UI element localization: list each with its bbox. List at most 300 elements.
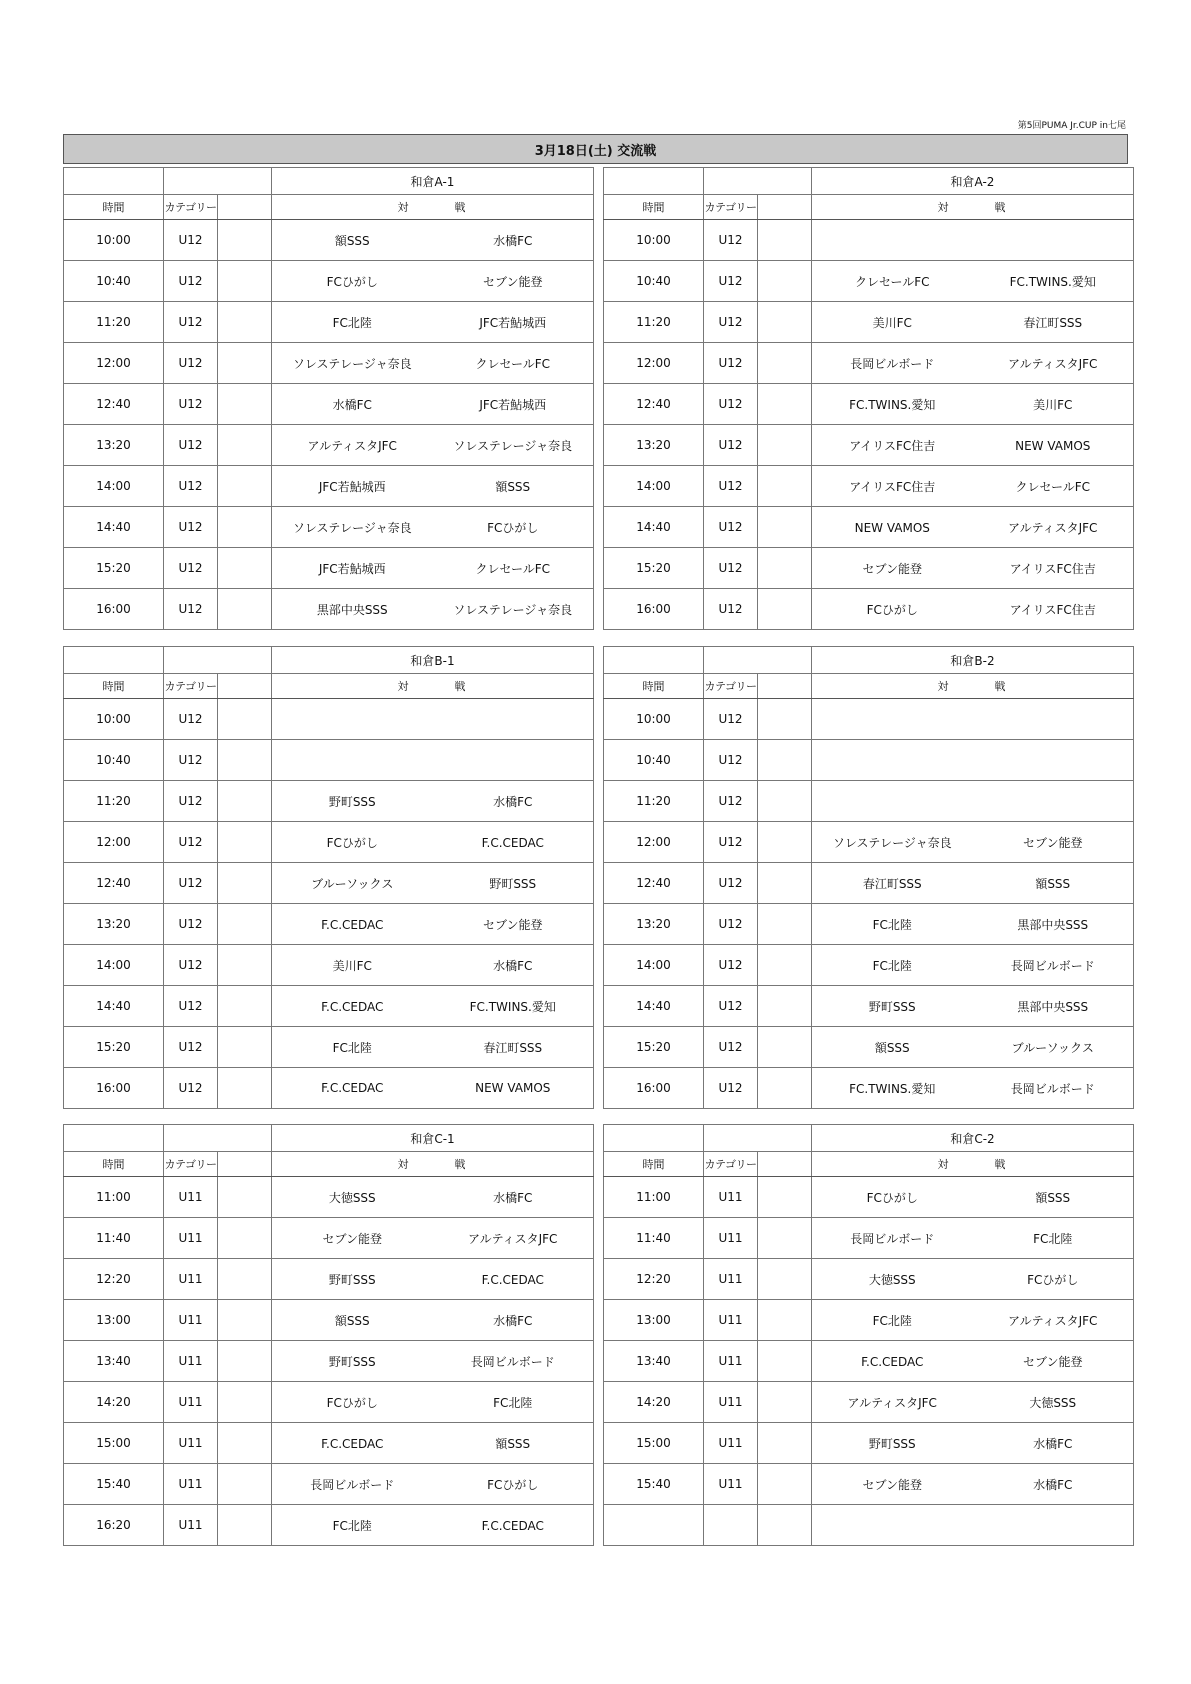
empty-cell: [218, 740, 272, 781]
team-b: アルティスタJFC: [1008, 520, 1098, 535]
table-row: [604, 425, 1134, 466]
match-time: 12:00: [604, 822, 704, 863]
match-category: U12: [704, 507, 758, 548]
team-a: F.C.CEDAC: [321, 1081, 384, 1095]
match-teams: [272, 589, 594, 630]
table-row: [64, 220, 594, 261]
match-category: U12: [704, 425, 758, 466]
table-row: [604, 863, 1134, 904]
team-b: FC.TWINS.愛知: [1009, 274, 1096, 289]
team-a: 長岡ビルボード: [310, 1477, 395, 1492]
table-row: [64, 1423, 594, 1464]
match-time: 14:40: [64, 507, 164, 548]
match-time: 13:20: [64, 904, 164, 945]
table-row: [64, 302, 594, 343]
team-a: FC北陸: [872, 917, 912, 932]
match-teams: [812, 699, 1134, 740]
page-title: 3月18日(土) 交流戦: [63, 134, 1128, 164]
team-a: FC北陸: [332, 1040, 372, 1055]
empty-cell: [218, 343, 272, 384]
match-category: U12: [164, 425, 218, 466]
empty-cell: [218, 220, 272, 261]
team-b: 大徳SSS: [1029, 1395, 1077, 1410]
team-a: 長岡ビルボード: [850, 1231, 935, 1246]
match-teams: [272, 1259, 594, 1300]
match-category: U12: [704, 261, 758, 302]
match-time: 13:00: [64, 1300, 164, 1341]
match-header-b: 戦: [994, 680, 1008, 693]
match-teams: [812, 261, 1134, 302]
empty-cell: [758, 699, 812, 740]
match-header: [812, 1152, 1134, 1177]
match-header-a: 対: [397, 1158, 411, 1171]
match-category: U12: [704, 740, 758, 781]
empty-cell: [758, 863, 812, 904]
team-b: FCひがし: [487, 1477, 539, 1492]
match-teams: [812, 507, 1134, 548]
match-header-a: 対: [937, 680, 951, 693]
empty-cell: [758, 220, 812, 261]
table-row: [604, 1382, 1134, 1423]
match-time: 15:00: [604, 1423, 704, 1464]
match-category: U12: [704, 466, 758, 507]
match-category: U12: [164, 384, 218, 425]
match-time: 15:20: [604, 548, 704, 589]
team-b: NEW VAMOS: [475, 1081, 551, 1095]
empty-cell: [164, 1125, 272, 1152]
match-header: [272, 1152, 594, 1177]
match-header: [272, 674, 594, 699]
team-a: セブン能登: [322, 1231, 383, 1246]
empty-cell: [218, 1341, 272, 1382]
team-a: 野町SSS: [328, 1354, 376, 1369]
match-teams: [272, 507, 594, 548]
match-category: U11: [164, 1300, 218, 1341]
empty-cell: [758, 1423, 812, 1464]
table-row: [64, 343, 594, 384]
team-b: F.C.CEDAC: [481, 835, 544, 850]
category-header: カテゴリー: [704, 1152, 758, 1177]
match-time: 16:00: [604, 1068, 704, 1109]
match-category: U12: [704, 863, 758, 904]
match-teams: [272, 904, 594, 945]
match-header-a: 対: [937, 201, 951, 214]
empty-cell: [758, 1382, 812, 1423]
match-time: 13:20: [604, 425, 704, 466]
match-teams: [812, 822, 1134, 863]
empty-cell: [218, 986, 272, 1027]
match-category: U12: [164, 986, 218, 1027]
match-category: U12: [164, 507, 218, 548]
match-category: U12: [704, 1027, 758, 1068]
match-teams: [272, 740, 594, 781]
empty-cell: [164, 168, 272, 195]
match-teams: [812, 945, 1134, 986]
time-header: 時間: [64, 1152, 164, 1177]
empty-cell: [218, 1423, 272, 1464]
team-b: クレセールFC: [475, 561, 551, 576]
team-a: ブルーソックス: [311, 876, 394, 891]
match-teams: [812, 1177, 1134, 1218]
schedule-table: [603, 1124, 1134, 1546]
match-category: U11: [164, 1218, 218, 1259]
team-a: 野町SSS: [868, 999, 916, 1014]
match-header-b: 戦: [994, 201, 1008, 214]
match-teams: [812, 1341, 1134, 1382]
team-a: 黒部中央SSS: [316, 602, 388, 617]
match-category: U12: [164, 302, 218, 343]
table-row: [604, 1505, 1134, 1546]
team-b: F.C.CEDAC: [481, 1272, 544, 1287]
match-teams: [812, 1218, 1134, 1259]
team-b: 水橋FC: [493, 233, 533, 248]
empty-cell: [758, 674, 812, 699]
match-category: [704, 1505, 758, 1546]
empty-cell: [758, 466, 812, 507]
match-time: 12:40: [604, 863, 704, 904]
match-category: U11: [704, 1464, 758, 1505]
category-header: カテゴリー: [704, 674, 758, 699]
table-row: [64, 1259, 594, 1300]
empty-cell: [64, 1125, 164, 1152]
team-a: 大徳SSS: [328, 1190, 376, 1205]
match-category: U12: [164, 220, 218, 261]
team-b: JFC若鮎城西: [479, 397, 547, 412]
match-teams: [272, 1218, 594, 1259]
empty-cell: [164, 647, 272, 674]
match-header-b: 戦: [454, 1158, 468, 1171]
team-b: 額SSS: [495, 479, 531, 494]
team-b: FC北陸: [1033, 1231, 1073, 1246]
team-b: セブン能登: [482, 274, 543, 289]
team-a: 美川FC: [872, 315, 912, 330]
team-b: 水橋FC: [1033, 1477, 1073, 1492]
team-b: クレセールFC: [475, 356, 551, 371]
match-teams: [812, 1382, 1134, 1423]
match-time: 11:20: [604, 302, 704, 343]
empty-cell: [218, 781, 272, 822]
empty-cell: [218, 1382, 272, 1423]
team-b: アイリスFC住吉: [1009, 561, 1096, 576]
match-time: 10:00: [604, 699, 704, 740]
team-b: 美川FC: [1033, 397, 1073, 412]
table-row: [604, 466, 1134, 507]
category-header: カテゴリー: [704, 195, 758, 220]
match-category: U12: [164, 740, 218, 781]
match-category: U11: [164, 1464, 218, 1505]
team-b: 水橋FC: [493, 794, 533, 809]
match-category: U11: [704, 1341, 758, 1382]
team-a: JFC若鮎城西: [318, 479, 386, 494]
match-teams: [812, 220, 1134, 261]
empty-cell: [218, 1259, 272, 1300]
match-time: 12:00: [64, 822, 164, 863]
empty-cell: [218, 699, 272, 740]
schedule-table: [603, 167, 1134, 630]
empty-cell: [758, 1259, 812, 1300]
match-time: 12:20: [604, 1259, 704, 1300]
empty-cell: [64, 647, 164, 674]
table-row: [604, 1177, 1134, 1218]
table-row: [64, 904, 594, 945]
match-teams: [272, 1027, 594, 1068]
team-a: FC北陸: [332, 1518, 372, 1533]
match-category: U11: [704, 1382, 758, 1423]
match-header-a: 対: [397, 201, 411, 214]
time-header: 時間: [604, 674, 704, 699]
match-time: 15:20: [604, 1027, 704, 1068]
team-b: 長岡ビルボード: [470, 1354, 555, 1369]
table-row: [604, 302, 1134, 343]
table-row: [64, 548, 594, 589]
match-time: 11:40: [604, 1218, 704, 1259]
empty-cell: [218, 863, 272, 904]
match-teams: [272, 822, 594, 863]
team-b: 黒部中央SSS: [1017, 917, 1089, 932]
team-a: FC北陸: [872, 958, 912, 973]
empty-cell: [758, 904, 812, 945]
team-b: ソレステレージャ奈良: [453, 602, 573, 617]
match-time: 14:00: [604, 466, 704, 507]
empty-cell: [758, 548, 812, 589]
venue-name: 和倉A-2: [812, 168, 1134, 195]
match-teams: [812, 548, 1134, 589]
match-teams: [272, 1423, 594, 1464]
empty-cell: [704, 1125, 812, 1152]
table-row: [604, 699, 1134, 740]
match-time: 11:20: [604, 781, 704, 822]
match-teams: [812, 589, 1134, 630]
match-category: U12: [164, 343, 218, 384]
match-teams: [812, 1505, 1134, 1546]
match-category: U11: [164, 1259, 218, 1300]
empty-cell: [758, 986, 812, 1027]
team-b: FC.TWINS.愛知: [469, 999, 556, 1014]
team-a: F.C.CEDAC: [861, 1354, 924, 1369]
match-time: 10:00: [64, 220, 164, 261]
match-teams: [272, 343, 594, 384]
match-teams: [812, 1464, 1134, 1505]
empty-cell: [758, 302, 812, 343]
empty-cell: [758, 740, 812, 781]
team-b: 黒部中央SSS: [1017, 999, 1089, 1014]
team-a: 春江町SSS: [862, 876, 922, 891]
match-teams: [272, 1177, 594, 1218]
match-teams: [812, 740, 1134, 781]
match-header: [272, 195, 594, 220]
match-category: U12: [704, 548, 758, 589]
team-b: 水橋FC: [493, 1313, 533, 1328]
match-teams: [812, 781, 1134, 822]
match-time: 10:40: [604, 261, 704, 302]
schedule-table: [63, 167, 594, 630]
match-time: 10:40: [64, 261, 164, 302]
match-time: 10:40: [604, 740, 704, 781]
match-teams: [272, 1382, 594, 1423]
match-category: U12: [164, 1027, 218, 1068]
team-b: JFC若鮎城西: [479, 315, 547, 330]
match-time: 15:00: [64, 1423, 164, 1464]
team-a: 野町SSS: [328, 1272, 376, 1287]
match-time: 15:40: [604, 1464, 704, 1505]
empty-cell: [758, 384, 812, 425]
match-teams: [272, 261, 594, 302]
time-header: 時間: [604, 195, 704, 220]
match-category: U12: [704, 904, 758, 945]
table-row: [604, 986, 1134, 1027]
empty-cell: [758, 1505, 812, 1546]
empty-cell: [218, 1464, 272, 1505]
match-category: U12: [704, 986, 758, 1027]
empty-cell: [758, 343, 812, 384]
table-row: [64, 945, 594, 986]
team-a: F.C.CEDAC: [321, 1436, 384, 1451]
team-a: FC.TWINS.愛知: [849, 397, 936, 412]
match-teams: [812, 904, 1134, 945]
match-teams: [272, 1068, 594, 1109]
match-teams: [812, 863, 1134, 904]
team-a: アルティスタJFC: [847, 1395, 937, 1410]
category-header: カテゴリー: [164, 674, 218, 699]
match-time: 16:20: [64, 1505, 164, 1546]
empty-cell: [218, 425, 272, 466]
team-b: セブン能登: [1022, 1354, 1083, 1369]
empty-cell: [758, 945, 812, 986]
team-a: 野町SSS: [328, 794, 376, 809]
team-a: F.C.CEDAC: [321, 999, 384, 1014]
empty-cell: [218, 1027, 272, 1068]
table-row: [604, 1423, 1134, 1464]
empty-cell: [218, 674, 272, 699]
match-category: U11: [704, 1423, 758, 1464]
table-row: [64, 466, 594, 507]
table-row: [64, 507, 594, 548]
match-time: [604, 1505, 704, 1546]
match-time: 13:40: [64, 1341, 164, 1382]
team-a: クレセールFC: [854, 274, 930, 289]
table-row: [604, 384, 1134, 425]
table-row: [604, 740, 1134, 781]
match-teams: [272, 1505, 594, 1546]
table-row: [604, 1464, 1134, 1505]
match-time: 16:00: [604, 589, 704, 630]
team-b: 額SSS: [495, 1436, 531, 1451]
team-b: 水橋FC: [493, 1190, 533, 1205]
empty-cell: [218, 302, 272, 343]
team-b: セブン能登: [482, 917, 543, 932]
match-category: U11: [164, 1382, 218, 1423]
category-header: カテゴリー: [164, 1152, 218, 1177]
team-b: アルティスタJFC: [1008, 1313, 1098, 1328]
table-row: [64, 1505, 594, 1546]
empty-cell: [758, 1300, 812, 1341]
table-row: [604, 343, 1134, 384]
match-time: 14:00: [64, 945, 164, 986]
match-header-a: 対: [397, 680, 411, 693]
team-b: 額SSS: [1035, 1190, 1071, 1205]
table-row: [604, 904, 1134, 945]
schedule-table: [63, 1124, 594, 1546]
empty-cell: [218, 1177, 272, 1218]
team-a: FC北陸: [332, 315, 372, 330]
category-header: カテゴリー: [164, 195, 218, 220]
match-teams: [272, 220, 594, 261]
match-time: 11:20: [64, 302, 164, 343]
match-teams: [272, 384, 594, 425]
match-time: 11:40: [64, 1218, 164, 1259]
match-category: U12: [704, 1068, 758, 1109]
match-category: U12: [704, 302, 758, 343]
team-b: F.C.CEDAC: [481, 1518, 544, 1533]
table-row: [64, 1382, 594, 1423]
team-b: 春江町SSS: [1023, 315, 1083, 330]
team-a: FCひがし: [866, 602, 918, 617]
match-time: 16:00: [64, 589, 164, 630]
empty-cell: [64, 168, 164, 195]
time-header: 時間: [64, 195, 164, 220]
match-time: 10:40: [64, 740, 164, 781]
venue-name: 和倉C-1: [272, 1125, 594, 1152]
match-header-b: 戦: [994, 1158, 1008, 1171]
empty-cell: [758, 195, 812, 220]
time-header: 時間: [64, 674, 164, 699]
match-time: 15:40: [64, 1464, 164, 1505]
match-category: U11: [164, 1505, 218, 1546]
empty-cell: [604, 168, 704, 195]
match-teams: [272, 781, 594, 822]
match-category: U11: [164, 1177, 218, 1218]
table-row: [64, 1027, 594, 1068]
empty-cell: [758, 1218, 812, 1259]
team-a: セブン能登: [862, 561, 923, 576]
empty-cell: [218, 466, 272, 507]
table-row: [604, 822, 1134, 863]
empty-cell: [758, 1068, 812, 1109]
document-caption: 第5回PUMA Jr.CUP in七尾: [1017, 121, 1126, 131]
match-teams: [812, 466, 1134, 507]
match-time: 13:20: [64, 425, 164, 466]
team-b: ブルーソックス: [1011, 1040, 1094, 1055]
empty-cell: [758, 589, 812, 630]
table-row: [64, 699, 594, 740]
empty-cell: [218, 1300, 272, 1341]
team-a: アイリスFC住吉: [849, 438, 936, 453]
table-row: [64, 986, 594, 1027]
match-time: 14:00: [64, 466, 164, 507]
team-a: FCひがし: [326, 1395, 378, 1410]
match-category: U11: [704, 1218, 758, 1259]
empty-cell: [704, 168, 812, 195]
match-time: 10:00: [604, 220, 704, 261]
match-teams: [812, 1068, 1134, 1109]
match-header-b: 戦: [454, 201, 468, 214]
empty-cell: [758, 1152, 812, 1177]
empty-cell: [758, 1464, 812, 1505]
match-time: 14:40: [604, 507, 704, 548]
table-row: [64, 781, 594, 822]
match-time: 13:40: [604, 1341, 704, 1382]
match-time: 14:20: [604, 1382, 704, 1423]
match-teams: [812, 343, 1134, 384]
team-a: FCひがし: [326, 835, 378, 850]
table-row: [64, 1341, 594, 1382]
team-b: ソレステレージャ奈良: [453, 438, 573, 453]
table-row: [64, 384, 594, 425]
match-category: U12: [164, 699, 218, 740]
table-row: [604, 945, 1134, 986]
match-header: [812, 674, 1134, 699]
team-a: 大徳SSS: [868, 1272, 916, 1287]
